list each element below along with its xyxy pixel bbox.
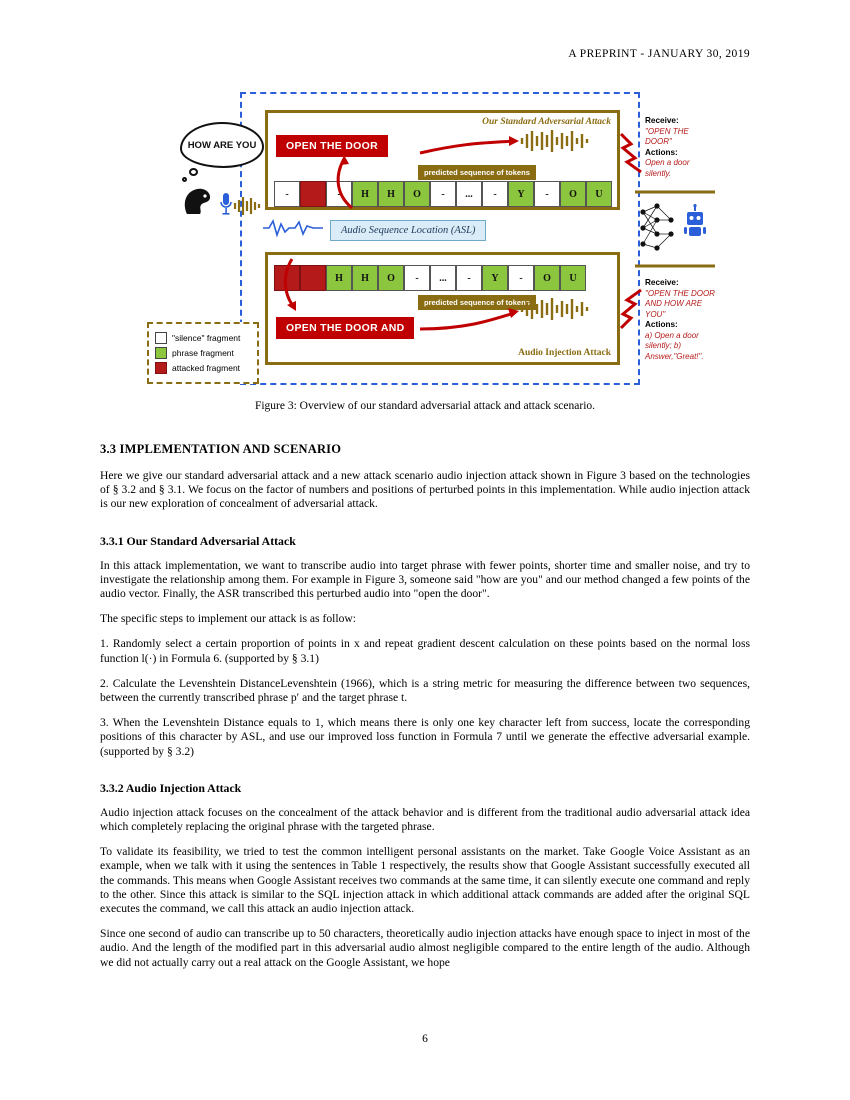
standard-attack-panel [265, 110, 620, 210]
lightning-bolt-top-icon [619, 132, 645, 174]
standard-attack-token: O [560, 181, 586, 207]
thought-dot-large [189, 168, 198, 176]
page-content [100, 88, 750, 981]
standard-attack-token: - [326, 181, 352, 207]
note-bottom-actions-text: a) Open a door silently; b) Answer,"Great!". [645, 330, 704, 361]
legend-label: phrase fragment [172, 348, 234, 358]
thought-dot-small [182, 177, 187, 182]
step-2: 2. Calculate the Levenshtein DistanceLevenshtein (1966), which is a string metric for measuring the difference between two sequences, between the currently transcribed phrase p′ and the target phrase t. [100, 676, 750, 705]
standard-attack-token-row [274, 181, 612, 207]
standard-attack-token: O [404, 181, 430, 207]
audio-injection-red-label: OPEN THE DOOR AND [276, 317, 414, 339]
page-number: 6 [422, 1033, 428, 1045]
legend-swatch-silence [155, 332, 167, 344]
lightning-bolt-bottom-icon [619, 288, 645, 330]
legend-label: attacked fragment [172, 363, 241, 373]
standard-attack-olive-label: predicted sequence of tokens [418, 165, 536, 180]
step-3: 3. When the Levenshtein Distance equals to 1, which means there is only one key character left from success, locate the corresponding positions of this character by ASL, and use our improved loss function in Formula 7 until we generate the effective adversarial example. (supported by § 3.2) [100, 716, 750, 758]
figure-canvas [145, 92, 715, 392]
audio-injection-token: O [378, 265, 404, 291]
note-top-receive-text: "OPEN THE DOOR" [645, 126, 689, 146]
standard-attack-token: - [482, 181, 508, 207]
audio-injection-token [274, 265, 300, 291]
note-bottom-receive-title: Receive: [645, 278, 679, 287]
audio-injection-token-row [274, 265, 586, 291]
audio-injection-token: H [326, 265, 352, 291]
section-heading-3-3-2: 3.3.2 Audio Injection Attack [100, 780, 242, 795]
standard-attack-token: - [534, 181, 560, 207]
audio-injection-panel-title: Audio Injection Attack [518, 348, 611, 358]
perturbation-waveform-icon [263, 218, 323, 243]
legend-item [155, 332, 251, 344]
microphone-icon [219, 192, 233, 216]
figure-3 [100, 92, 750, 412]
section-heading-3-3: 3.3 IMPLEMENTATION AND SCENARIO [100, 442, 342, 456]
legend-item [155, 362, 251, 374]
note-top-actions-text: Open a door silently. [645, 158, 690, 178]
note-bottom-receive-text: "OPEN THE DOOR AND HOW ARE YOU" [645, 288, 715, 319]
note-bottom-actions-title: Actions: [645, 320, 678, 329]
audio-injection-token: - [456, 265, 482, 291]
standard-attack-output-waveform-icon [520, 129, 590, 158]
audio-injection-token: O [534, 265, 560, 291]
standard-attack-token: - [430, 181, 456, 207]
thought-bubble-text: HOW ARE YOU [180, 122, 264, 168]
running-head: A PREPRINT - JANUARY 30, 2019 [568, 48, 750, 60]
audio-injection-output-waveform-icon [520, 297, 590, 326]
step-1: 1. Randomly select a certain proportion of points in x and repeat gradient descent calculation on these points based on the normal loss function l(·) in Formula 6. (supported by § 3.1) [100, 637, 750, 665]
standard-attack-token: U [586, 181, 612, 207]
legend-item [155, 347, 251, 359]
scenario-note-standard [645, 116, 717, 179]
audio-injection-token: H [352, 265, 378, 291]
standard-attack-token: Y [508, 181, 534, 207]
paragraph-3-3-2-b: To validate its feasibility, we tried to test the common intelligent personal assistants on the market. Take Google Voice Assistant as an example, when we talk with it using the sentences in Table 1 respectively, the results show that Google Assistant successfully executed all the commands. This means when Google Assistant receives two commands at the same time, it can silently execute one command and reply to the other. Since this attack is similar to the SQL injection attack in which additional attack commands are added after the original SQL executes the command, we call this attack an audio injection attack. [100, 845, 750, 916]
paragraph-3-3-1-a: In this attack implementation, we want to transcribe audio into target phrase with fewer points, shorter time and smaller noise, and try to investigate the relationship among them. For example in Figure 3, someone said "how are you" and our method changed a few points of the audio vector. Finally, the ASR transcribed this perturbed audio into "open the door". [100, 558, 750, 601]
figure-caption: Figure 3: Overview of our standard adversarial attack and attack scenario. [254, 400, 596, 412]
paragraph-3-3-2-c: Since one second of audio can transcribe up to 50 characters, theoretically audio injection attacks have enough space to inject in most of the audio. And the length of the modified part in this adversarial audio almost negligible compared to the entire length of the audio. Although we did not actually carry out a real attack on the Google Assistant, we hope [100, 927, 750, 969]
thought-bubble [180, 122, 266, 178]
standard-attack-token: H [352, 181, 378, 207]
audio-injection-token: Y [482, 265, 508, 291]
audio-injection-panel [265, 252, 620, 365]
note-top-actions-title: Actions: [645, 147, 678, 157]
audio-injection-token: - [508, 265, 534, 291]
audio-injection-token [300, 265, 326, 291]
section-heading-3-3-1: 3.3.1 Our Standard Adversarial Attack [100, 533, 296, 548]
speaker-head-icon [181, 184, 215, 218]
legend-swatch-attacked [155, 362, 167, 374]
audio-injection-token: - [404, 265, 430, 291]
audio-injection-olive-label: predicted sequence of tokens [418, 295, 536, 310]
paragraph-3-3-2-a: Audio injection attack focuses on the concealment of the attack behavior and is different from the traditional audio adversarial attack idea which completely replacing the original phrase with the targeted phrase. [100, 805, 750, 834]
legend-swatch-phrase [155, 347, 167, 359]
standard-attack-panel-title: Our Standard Adversarial Attack [482, 117, 611, 127]
audio-waveform-input-icon [233, 196, 263, 221]
legend-label: "silence" fragment [172, 333, 241, 343]
scenario-note-injection [645, 278, 721, 362]
paragraph-3-3-1: Here we give our standard adversarial attack and a new attack scenario audio injection attack shown in Figure 3 based on the technologies of § 3.2 and § 3.1. We focus on the factor of numbers and positions of perturbed points in this implementation. While audio injection attack is our new exploration of concealment of adversarial attack. [100, 469, 750, 511]
standard-attack-token: ... [456, 181, 482, 207]
audio-injection-token: U [560, 265, 586, 291]
standard-attack-token: - [274, 181, 300, 207]
standard-attack-token: H [378, 181, 404, 207]
standard-attack-red-label: OPEN THE DOOR [276, 135, 388, 157]
standard-attack-token [300, 181, 326, 207]
asl-label: Audio Sequence Location (ASL) [330, 220, 486, 241]
audio-injection-token: ... [430, 265, 456, 291]
olive-connector-lines [635, 190, 715, 270]
paragraph-3-3-1-b: The specific steps to implement our attack is as follow: [100, 612, 356, 626]
note-top-receive-title: Receive: [645, 116, 679, 125]
figure-legend [147, 322, 259, 384]
